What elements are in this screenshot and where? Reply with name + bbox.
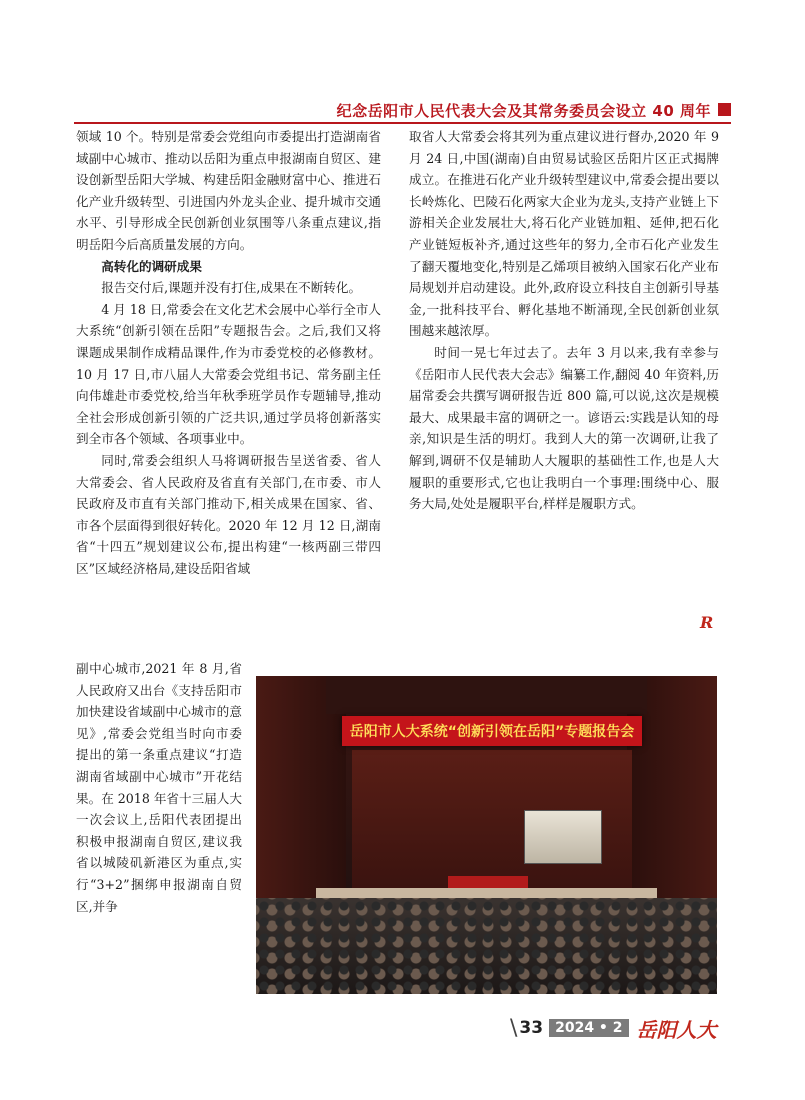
- page-header: [74, 100, 731, 124]
- article-end-mark: R: [700, 613, 714, 632]
- paragraph: 报告交付后,课题并没有打住,成果在不断转化。: [101, 280, 362, 296]
- audience: [256, 898, 717, 994]
- paragraph: 取省人大常委会将其列为重点建议进行督办,2020 年 9 月 24 日,中国(湖南)自由贸易试验区岳阳片区正式揭牌成立。在推进石化产业升级转型建议中,常委会提出要以长岭炼化、巴陵石化两家大企业为龙头,支持产业链上下游相关企业发展壮大,将石化产业链加粗、延伸,把石化产业链短板补齐,通过这些年的努力,全市石化产业发生了翻天覆地变化,特别是乙烯项目被纳入国家石化产业布局规划并启动建设。此外,政府设立科技自主创新引导基金,一批科技平台、孵化基地不断涌现,全民创新创业氛围越来越浓厚。: [409, 129, 719, 339]
- issue-badge: 2024 • 2: [549, 1019, 628, 1037]
- stage-banner: 岳阳市人大系统“创新引领在岳阳”专题报告会: [342, 716, 642, 746]
- paragraph: 同时,常委会组织人马将调研报告呈送省委、省人大常委会、省人民政府及省直有关部门,在市委、市人民政府及市直有关部门推动下,相关成果在国家、省、市各个层面得到很好转化。2020 年 12 月 12 日,湖南省“十四五”规划建议公布,提出构建“一核两副三带四区”区域经济格局,建设岳阳省域: [76, 452, 381, 576]
- left-narrow-column: [76, 658, 242, 917]
- header-title: 纪念岳阳市人民代表大会及其常务委员会设立 40 周年: [336, 102, 711, 120]
- paragraph: 时间一晃七年过去了。去年 3 月以来,我有幸参与《岳阳市人民代表大会志》编纂工作,翻阅 40 年资料,历届常委会共撰写调研报告近 800 篇,可以说,这次是规模最大、成果最丰富的调研之一。谚语云:实践是认知的母亲,知识是生活的明灯。我到人大的第一次调研,让我了解到,调研不仅是辅助人大履职的基础性工作,也是人大履职的重要形式,它也让我明白一个事理:围绕中心、服务大局,处处是履职平台,样样是履职方式。: [409, 344, 719, 512]
- footer-slash-icon: \: [510, 1015, 518, 1041]
- stage-top: [326, 676, 647, 714]
- paragraph: 4 月 18 日,常委会在文化艺术会展中心举行全市人大系统“创新引领在岳阳”专题报告会。之后,我们又将课题成果制作成精品课件,作为市委党校的必修教材。10 月 17 日,市八届人大常委会党组书记、常务副主任向伟雄赴市委党校,给当年秋季班学员作专题辅导,推动全社会形成创新引领的广泛共识,通过学员将创新落实到全市各个领域、各项事业中。: [76, 301, 381, 447]
- header-square-mark: [718, 103, 731, 116]
- paragraph: 副中心城市,2021 年 8 月,省人民政府又出台《支持岳阳市加快建设省域副中心城市的意见》,常委会党组当时向市委提出的第一条重点建议“打造湖南省域副中心城市”开花结果。在 2018 年省十三届人大一次会议上,岳阳代表团提出积极申报湖南自贸区,建议我省以城陵矶新港区为重点,实行“3+2”捆绑申报湖南自贸区,并争: [76, 661, 242, 914]
- conference-photo: [256, 676, 717, 994]
- left-column: [76, 126, 381, 579]
- page-footer: [510, 1016, 717, 1040]
- section-subheading: 高转化的调研成果: [101, 258, 202, 274]
- paragraph: 领域 10 个。特别是常委会党组向市委提出打造湖南省域副中心城市、推动以岳阳为重点申报湖南自贸区、建设创新型岳阳大学城、构建岳阳金融财富中心、推进石化产业升级转型、引进国内外龙头企业、提升城市交通水平、引导形成全民创新创业氛围等八条重点建议,指明岳阳今后高质量发展的方向。: [76, 129, 381, 252]
- page-number: 33: [519, 1018, 544, 1038]
- projection-screen: [524, 810, 602, 864]
- magazine-logo: 岳阳人大: [636, 1017, 717, 1042]
- right-column: [409, 126, 719, 515]
